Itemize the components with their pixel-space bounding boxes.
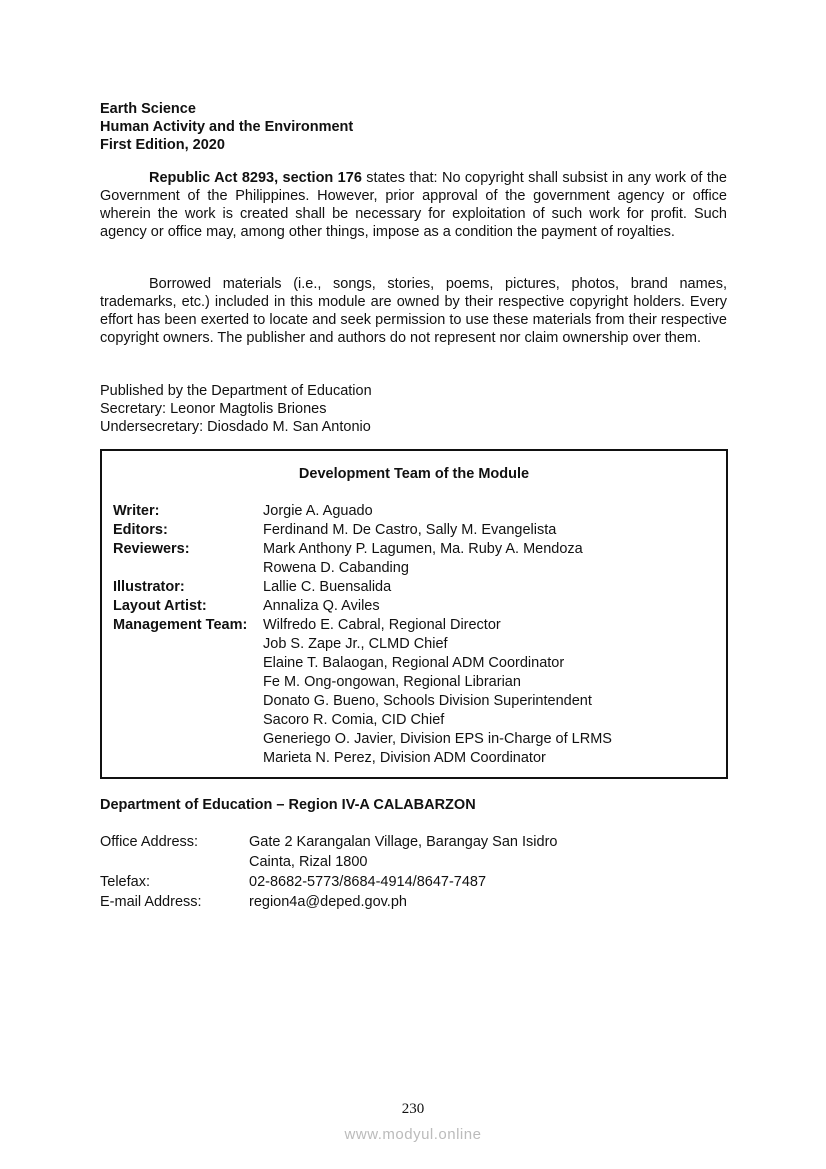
- team-row: [100, 872, 557, 892]
- page-number: 230: [401, 1101, 425, 1117]
- row-label: [113, 559, 263, 578]
- row-value: region4a@deped.gov.ph: [249, 894, 407, 910]
- row-label: Telefax:: [100, 874, 150, 890]
- row-label: [100, 852, 249, 872]
- row-label: E-mail Address:: [100, 894, 202, 910]
- department-title: Department of Education – Region IV-A CALABARZON: [100, 797, 476, 813]
- team-row: [100, 892, 557, 912]
- row-label: Editors:: [113, 522, 168, 538]
- secretary: Secretary: Leonor Magtolis Briones: [100, 401, 327, 417]
- team-row: [113, 673, 612, 692]
- row-label: Layout Artist:: [113, 598, 207, 614]
- team-row: [113, 635, 612, 654]
- team-row: [100, 832, 557, 852]
- row-value: Annaliza Q. Aviles: [263, 598, 380, 614]
- team-row: [113, 711, 612, 730]
- team-row: [100, 852, 557, 872]
- team-row: [113, 578, 612, 597]
- row-value: Gate 2 Karangalan Village, Barangay San Isidro: [249, 834, 558, 850]
- row-label: [113, 749, 263, 768]
- row-label: [113, 692, 263, 711]
- row-value: Donato G. Bueno, Schools Division Superintendent: [263, 693, 592, 709]
- borrowed-paragraph: Borrowed materials (i.e., songs, stories, poems, pictures, photos, brand names, trademarks, etc.) included in this module are owned by their respective copyright holders. Every effort has been exerted to locate and seek permission to use these materials from their respective copyright owners. The publisher and authors do not represent nor claim ownership over them.: [100, 276, 727, 346]
- row-value: Wilfredo E. Cabral, Regional Director: [263, 617, 501, 633]
- edition: First Edition, 2020: [100, 137, 225, 153]
- row-value: Mark Anthony P. Lagumen, Ma. Ruby A. Mendoza: [263, 541, 583, 557]
- row-label: [113, 635, 263, 654]
- row-value: Sacoro R. Comia, CID Chief: [263, 712, 445, 728]
- team-row: [113, 521, 612, 540]
- copyright-law: Republic Act 8293, section 176: [149, 170, 362, 186]
- team-row: [113, 502, 612, 521]
- row-value: Job S. Zape Jr., CLMD Chief: [263, 636, 448, 652]
- team-title: Development Team of the Module: [298, 466, 530, 482]
- row-label: Illustrator:: [113, 579, 185, 595]
- row-value: Fe M. Ong-ongowan, Regional Librarian: [263, 674, 521, 690]
- row-value: Marieta N. Perez, Division ADM Coordinator: [263, 750, 546, 766]
- row-label: [113, 730, 263, 749]
- team-row: [113, 616, 612, 635]
- team-row: [113, 654, 612, 673]
- publisher: Published by the Department of Education: [100, 383, 372, 399]
- row-label: [113, 673, 263, 692]
- row-value: Rowena D. Cabanding: [263, 560, 409, 576]
- row-label: Management Team:: [113, 617, 248, 633]
- watermark: www.modyul.online: [344, 1126, 482, 1143]
- row-label: Reviewers:: [113, 541, 190, 557]
- row-value: 02-8682-5773/8684-4914/8647-7487: [249, 874, 487, 890]
- team-row: [113, 559, 612, 578]
- contact-info: [100, 832, 557, 912]
- row-label: [113, 711, 263, 730]
- team-row: [113, 692, 612, 711]
- row-value: Lallie C. Buensalida: [263, 579, 392, 595]
- team-row: [113, 730, 612, 749]
- team-row: [113, 540, 612, 559]
- row-value: Cainta, Rizal 1800: [249, 854, 368, 870]
- row-label: Office Address:: [100, 834, 199, 850]
- undersecretary: Undersecretary: Diosdado M. San Antonio: [100, 419, 371, 435]
- row-label: [113, 654, 263, 673]
- team-row: [113, 749, 612, 768]
- subject-title: Earth Science: [100, 101, 196, 117]
- row-value: Elaine T. Balaogan, Regional ADM Coordinator: [263, 655, 565, 671]
- publisher-info: [100, 382, 372, 436]
- copyright-text: states that: No copyright shall subsist in any work of the Government of the Philippines. However, prior approval of the government agency or office wherein the work is created shall be necessary for exploitation of such work for profit. Such agency or office may, among other things, impose as a condition the payment of royalties.: [100, 170, 727, 240]
- team-row: [113, 597, 612, 616]
- row-value: Ferdinand M. De Castro, Sally M. Evangelista: [263, 522, 557, 538]
- row-value: Jorgie A. Aguado: [263, 503, 373, 519]
- copyright-paragraph: [100, 169, 727, 241]
- module-header: [100, 100, 353, 154]
- row-label: Writer:: [113, 503, 160, 519]
- row-value: Generiego O. Javier, Division EPS in-Charge of LRMS: [263, 731, 612, 747]
- development-team-box: [100, 449, 728, 779]
- module-title: Human Activity and the Environment: [100, 119, 354, 135]
